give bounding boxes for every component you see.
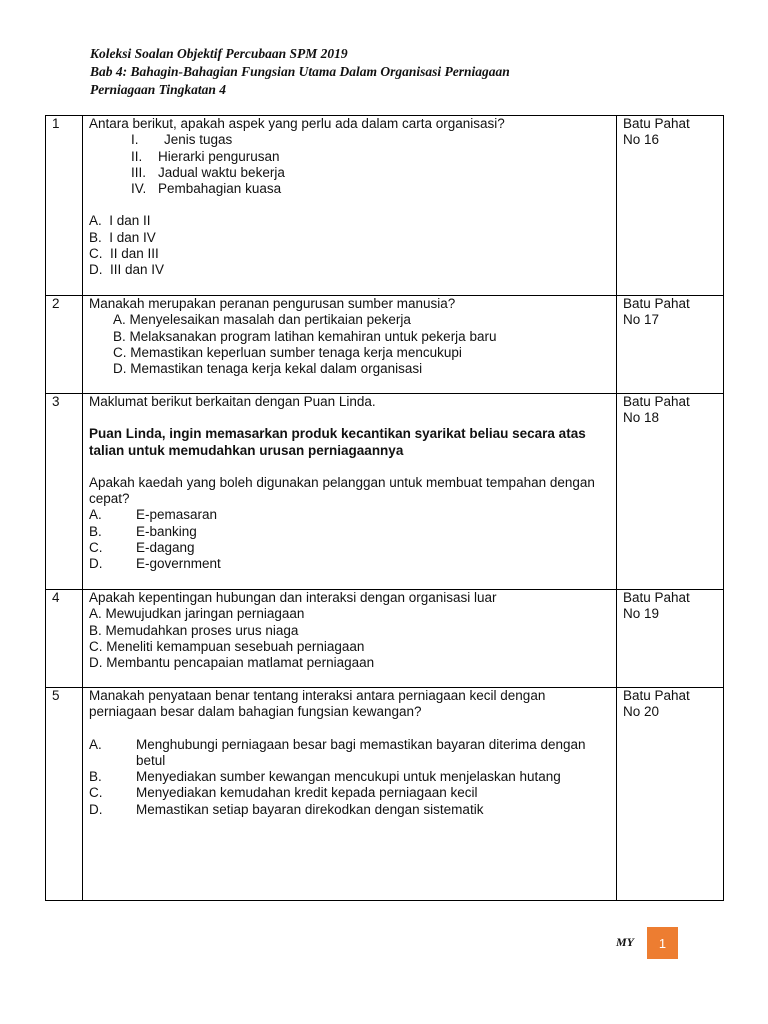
source-school: Batu Pahat [623, 296, 690, 311]
answer-option: D. Memastikan tenaga kerja kekal dalam organisasi [113, 361, 423, 377]
question-stem: Apakah kepentingan hubungan dan interaksi dengan organisasi luar [89, 590, 497, 605]
question-source [617, 394, 724, 590]
answer-option: D. Memastikan setiap bayaran direkodkan dengan sistematik [89, 801, 484, 817]
answer-option: A. I dan II [89, 213, 151, 229]
question-intro: Maklumat berikut berkaitan dengan Puan Linda. [89, 394, 376, 409]
question-body [83, 394, 617, 590]
source-number: No 20 [623, 704, 660, 720]
answer-option: C. Memastikan keperluan sumber tenaga kerja mencukupi [113, 344, 462, 360]
document-header [90, 45, 510, 99]
source-number: No 16 [623, 132, 660, 148]
question-row [46, 116, 724, 296]
question-number: 4 [46, 590, 83, 688]
source-school: Batu Pahat [623, 688, 690, 703]
answer-option: B. I dan IV [89, 229, 156, 245]
answer-option: C. Menyediakan kemudahan kredit kepada perniagaan kecil [89, 785, 478, 801]
source-number: No 18 [623, 410, 660, 426]
question-number: 5 [46, 688, 83, 901]
page-number-badge: 1 [647, 927, 678, 959]
roman-item: II. Hierarki pengurusan [131, 148, 280, 164]
answer-option: A. E-pemasaran [89, 507, 218, 523]
roman-item: III. Jadual waktu bekerja [131, 164, 285, 180]
question-body [83, 116, 617, 296]
roman-item: I. Jenis tugas [131, 132, 233, 148]
source-school: Batu Pahat [623, 116, 690, 131]
question-body [83, 590, 617, 688]
answer-option: D. Membantu pencapaian matlamat perniagaan [89, 655, 375, 671]
question-source [617, 296, 724, 394]
source-school: Batu Pahat [623, 590, 690, 605]
header-title: Koleksi Soalan Objektif Percubaan SPM 2019 [90, 46, 348, 61]
answer-option: D. III dan IV [89, 262, 165, 278]
question-row [46, 296, 724, 394]
questions-table [45, 115, 724, 901]
scenario-text: talian untuk memudahkan urusan perniagaannya [89, 442, 404, 458]
question-stem: Manakah penyataan benar tentang interaksi antara perniagaan kecil dengan [89, 688, 546, 703]
question-number: 3 [46, 394, 83, 590]
question-body [83, 688, 617, 901]
scenario-text: Puan Linda, ingin memasarkan produk kecantikan syarikat beliau secara atas [89, 426, 586, 442]
answer-option: B. Memudahkan proses urus niaga [89, 622, 299, 638]
answer-option: C. E-dagang [89, 540, 195, 556]
roman-list [89, 132, 610, 197]
question-stem: Manakah merupakan peranan pengurusan sumber manusia? [89, 296, 456, 311]
source-school: Batu Pahat [623, 394, 690, 409]
question-source [617, 116, 724, 296]
answer-option: B. E-banking [89, 523, 197, 539]
question-stem: perniagaan besar dalam bahagian fungsian kewangan? [89, 704, 422, 720]
answer-option: A. Menghubungi perniagaan besar bagi memastikan bayaran diterima dengan betul [89, 736, 586, 768]
answer-option: B. Menyediakan sumber kewangan mencukupi untuk menjelaskan hutang [89, 769, 561, 785]
header-subject: Perniagaan Tingkatan 4 [90, 82, 227, 97]
answer-option: A. Menyelesaikan masalah dan pertikaian pekerja [113, 312, 411, 328]
question-row [46, 688, 724, 901]
question-stem: Antara berikut, apakah aspek yang perlu ada dalam carta organisasi? [89, 116, 505, 131]
source-number: No 17 [623, 312, 660, 328]
answer-option: A. Mewujudkan jaringan perniagaan [89, 606, 305, 622]
question-source [617, 590, 724, 688]
answer-option: C. II dan III [89, 246, 159, 262]
question-body [83, 296, 617, 394]
roman-item: IV. Pembahagian kuasa [131, 181, 282, 197]
question-row [46, 590, 724, 688]
question-row [46, 394, 724, 590]
question-source [617, 688, 724, 901]
question-stem: Apakah kaedah yang boleh digunakan pelanggan untuk membuat tempahan dengan [89, 474, 595, 490]
question-stem: cepat? [89, 491, 130, 507]
footer-mark: MY [616, 935, 634, 949]
answer-option: D. E-government [89, 556, 221, 572]
header-chapter: Bab 4: Bahagin-Bahagian Fungsian Utama Dalam Organisasi Perniagaan [90, 64, 510, 79]
source-number: No 19 [623, 606, 660, 622]
answer-option: B. Melaksanakan program latihan kemahiran untuk pekerja baru [113, 328, 497, 344]
question-number: 2 [46, 296, 83, 394]
answer-option: C. Meneliti kemampuan sesebuah perniagaan [89, 638, 365, 654]
question-number: 1 [46, 116, 83, 296]
